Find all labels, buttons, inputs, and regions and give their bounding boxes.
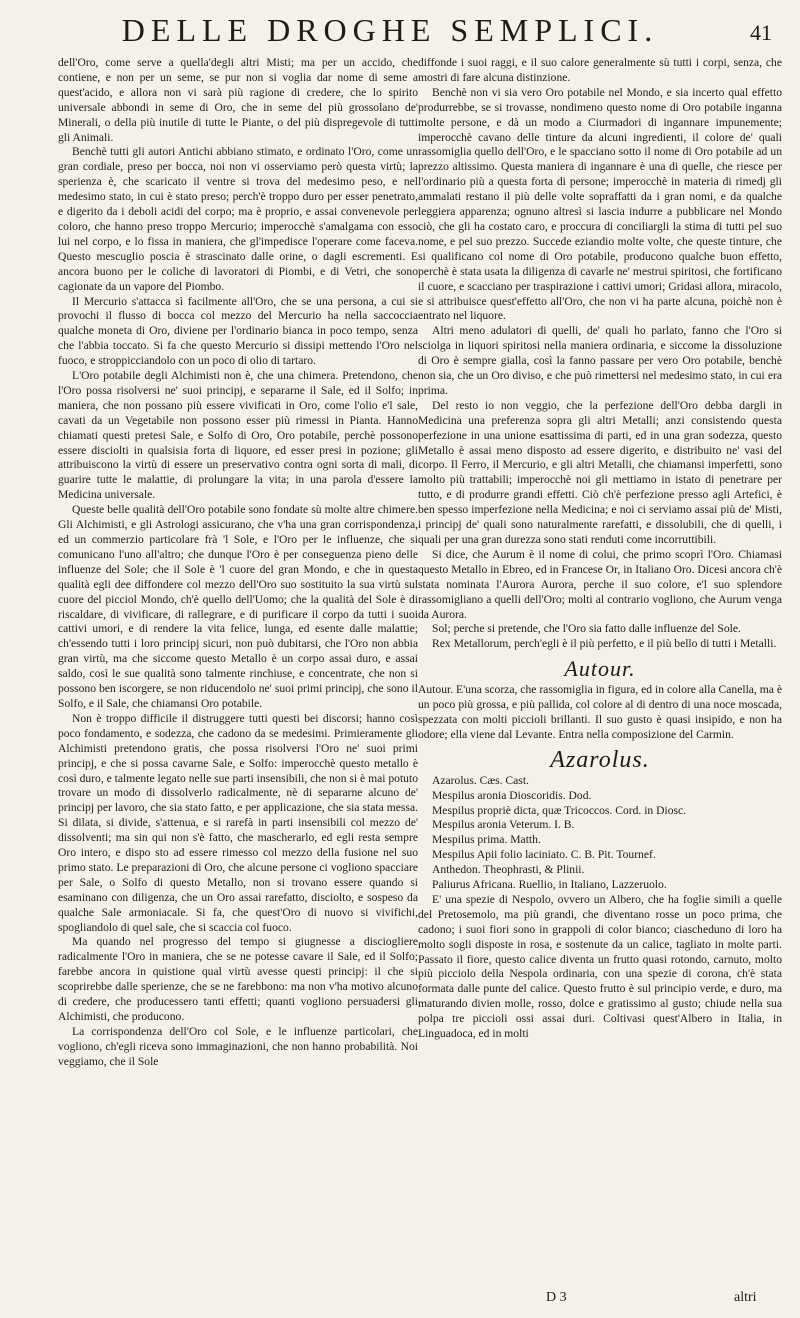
paragraph: diffonde i suoi raggi, e il suo calore generalmente sù tutti i corpi, senza, che mostri di fare alcuna distinzione.	[418, 56, 782, 84]
page-number: 41	[750, 20, 772, 45]
paragraph: Benchè non vi sia vero Oro potabile nel Mondo, e sia incerto qual effetto produrrebbe, se si trovasse, nondimeno questo nome di Oro potabile inganna molte persone, e dà un modo a Ciurmadori di ingannare impunemente; imperocchè cavano delle tinture da alcuni ingredienti, il colore de' quali rassomiglia quello dell'Oro, e le spacciano sotto il nome di Oro potabile ad un prezzo altissimo. Questa maniera di ingannare è una di quelle, che riesce per l'ordinario più a questa forta di persone; imperocchè in materia di rimedj gli ammalati restano il più delle volte sopraffatti da i gran nomi, e da qualche leggiera apparenza; ognuno altresì si lascia indurre a pubblicare nel Mondo ciò, che gli ha costato caro, e proccura di conciliargli la stima di tutti pel suo nome, e pel suo prezzo. Succede eziandio molte volte, che queste tinture, che si qualificano col nome di Oro potabile, producono qualche buon effetto, perchè è stata usata la diligenza di cavarle ne' mestrui spiritosi, che fortificano il cuore, e scacciano per traspirazione i cattivi umori; Gridasi allora, miracolo, e si attribuisce quest'effetto all'Oro, che non vi ha parte alcuna, poichè non è entrato nel liquore.	[418, 85, 782, 323]
synonym-line: Azarolus. Cæs. Cast.	[432, 773, 529, 787]
paragraph: Benchè tutti gli autori Antichi abbiano stimato, e ordinato l'Oro, come un gran cordiale, preso per bocca, noi non vi osserviamo però questa virtù; la sperienza è, che scaricato il ventre si trova del medesimo peso, e nel medesimo stato, in cui è stato preso; perch'è troppo duro per esser penetrato, e digerito da i deboli acidi del corpo; ma è proprio, e assai convenevole per coloro, che hanno preso troppo Mercurio; imperocchè s'amalgama con esso lui nel corpo, e lo fissa in maniera, che gl'impedisce l'operare come faceva. Questo mescuglio poscia è strascinato dalle orine, o dagli escrementi. E ancora buono per le coliche di lavoratori di Piombi, e di Vetri, che sono cagionate da un vapore del Piombo.	[58, 145, 418, 293]
synonym-line: Mespilus Apii folio laciniato. C. B. Pit. Tournef.	[432, 848, 656, 862]
right-column	[418, 56, 782, 1042]
running-head	[0, 0, 800, 56]
paragraph: dell'Oro, come serve a quella'degli altri Misti; ma per un accido, che contiene, e non per un seme, se pur non si voglia dar nome di seme a quest'acido, e allora non vi sarà più ragione di credere, che lo spirito universale abbondi in seme di Oro, che in seme del più grossolano de' Minerali, o della più inutile di tutte le Piante, o del più dispregevole di tutti gli Animali.	[58, 56, 418, 144]
paragraph: Del resto io non veggio, che la perfezione dell'Oro debba dargli in Medicina una preferenza sopra gli altri Metalli; anzi consistendo questa perfezione in una unione esattissima di parti, ed in una gran sodezza, questo Metallo è assai meno disposto ad essere digerito, e distribuito ne' vasi del corpo. Il Ferro, il Mercurio, e gli altri Metalli, che chiamansi imperfetti, sono molto più trattabili; imperocchè noi gli mettiamo in istato di penetrare per tutto, e di produrre grandi effetti. Ciò ch'è perfezione presso agli Artefici, è ben spesso imperfezione nella Medicina; e noi ci serviamo assai più de' Misti, i principj de' quali sono naturalmente rarefatti, e dissolubili, che di quelli, i quali per una gran durezza sono stati renduti come incorruttibili.	[418, 398, 782, 546]
paragraph: La corrispondenza dell'Oro col Sole, e le influenze particolari, che vogliono, ch'egli riceva sono immaginazioni, che non hanno probabilità. Noi veggiamo, che il Sole	[58, 1024, 418, 1068]
paragraph: Altri meno adulatori di quelli, de' quali ho parlato, fanno che l'Oro si sciolga in liquori spiritosi nella maniera ordinaria, e siccome la dissoluzione di Oro è sempre gialla, così la fanno passare per vero Oro potabile, benchè non sia, che un Oro diviso, e che può rimettersi nel medesimo stato, in cui era prima.	[418, 324, 782, 397]
paragraph: Non è troppo difficile il distruggere tutti questi bei discorsi; hanno così poco fondamento, e sodezza, che cadono da se medesimi. Primieramente gli Alchimisti pretendono gratis, che possa risolversi l'Oro ne' suoi primi principj, e che si possa cavarne Sale, e Solfo: imperocchè questo metallo è così duro, e talmente legato nelle sue parti insensibili, che non si è mai potuto trovare un modo di dissolverlo radicalmente, nè di separarne alcuno de' principj per lavoro, che sia stato fatto, e per applicazione, che sia stata messa. Si dilata, si divide, s'attenua, e si rarefà in parti insensibili col mezzo de' dissolventi; ma sin qui non s'è fatto, che mascherarlo, ed egli resta sempre Oro intero, e dispo sto ad essere rimesso col mezzo della fusione nel suo primo stato. Le preparazioni di Oro, che alcune persone ci vogliono spacciare per Sale, o Solfo di questo Metallo, non si trovano essere quando si esaminano con diligenza, che un Oro assai rarefatto, disciolto, e sospeso da qualche Sale armoniacale. Si fa, che quest'Oro di nuovo si vivifichi, spogliandolo di quel sale, che si scaccia col fuoco.	[58, 711, 418, 934]
catchword: altri	[734, 1290, 757, 1305]
synonym-line: Mespilus aronia Veterum. I. B.	[432, 818, 575, 832]
paragraph: Il Mercurio s'attacca sì facilmente all'Oro, che se una persona, a cui si provochi il flusso di bocca col mezzo del Mercurio ha nella saccoccia qualche moneta di Oro, diviene per l'ordinario bianca in poco tempo, senza che l'abbia toccato. Si fa che questo Mercurio si dissipi mettendo l'Oro nel fuoco, e stroppicciandolo con un poco di olio di tartaro.	[58, 294, 418, 368]
paragraph: Sol; perche si pretende, che l'Oro sia fatto dalle influenze del Sole.	[432, 622, 741, 636]
synonym-line: Mespilus aronia Dioscoridis. Dod.	[432, 788, 592, 802]
left-column	[58, 56, 418, 1070]
paragraph: L'Oro potabile degli Alchimisti non è, che una chimera. Pretendono, che l'Oro possa risolversi ne' suoi principj, e separarne il Sale, ed il Solfo; in maniera, che non possano più essere vivificati in Oro, come l'olio e'l sale, cavati da un Vegetabile non possono esser più rimessi in Pianta. Hanno chiamati questi pretesi Sale, e Solfo di Oro, Oro potabile, perchè possono essere disciolti in qualsisia forta di liquore, ed esser presi in pozione; gli attribuiscono la virtù di essere un preservativo contra ogni sorta di mali, di guarire tutte le malattie, di prolungare la vita; in una parola d'essere la Medicina universale.	[58, 369, 418, 502]
synonym-line: Mespilus prima. Matth.	[432, 833, 541, 847]
entry-paragraph-azarolus: E' una spezie di Nespolo, ovvero un Albero, che ha foglie simili a quelle del Pretosemolo, ma più grandi, che diventano rosse un poco prima, che cadono; i suoi fiori sono in grappoli di color bianco; ciascheduno di loro ha molto sogli disposte in rosa, e sostenute da un calice, tagliato in molte parti. Passato il fiore, questo calice diventa un frutto quasi rotondo, carnuto, molto più picciolo della Nespola ordinaria, con una spezie di corona, ch'è stata formata dalle punte del calice. Questo frutto è sul principio verde, e duro, ma maturando divien molle, rosso, dolce e gratissimo al gusto; chiude nella sua polpa tre piccioli ossi assai duri. Coltivasi quest'Albero in Italia, in Linguadoca, ed in molti	[418, 892, 782, 1041]
paragraph: Ma quando nel progresso del tempo si giugnesse a disciogliere radicalmente l'Oro in maniera, che se ne potesse cavare il Sale, ed il Solfo; farebbe ancora in quistione qual virtù avesse questi principj: il che si scoprirebbe dalle sperienze, che se ne farebbono: ma non v'ha motivo alcuno di credere, che producessero tanti effetti; quanti vogliono persuadersi gli Alchimisti, che producono.	[58, 935, 418, 1023]
signature-mark: D 3	[546, 1290, 567, 1305]
entry-title-azarolus: Azarolus.	[550, 746, 650, 773]
running-head-title: DELLE DROGHE SEMPLICI.	[121, 12, 659, 48]
synonym-line: Paliurus Africana. Ruellio, in Italiano, Lazzeruolo.	[432, 878, 667, 892]
paragraph: Queste belle qualità dell'Oro potabile sono fondate sù molte altre chimere. Gli Alchimisti, e gli Astrologi assicurano, che v'ha una gran corrispondenza, ed un commerzio particolare frà 'l Sole, e l'Oro per le influenze, che si comunicano l'uno all'altro; che dunque l'Oro è per conseguenza pieno delle influenze del Sole; che il Sole è 'l cuore del gran Mondo, e che in questa qualità egli dee diffondere col mezzo dell'Oro suo sostituito la sua virtù sul cuore del picciol Mondo, ch'è quello dell'Uomo; che la qualità del Sole è di riscaldare, di vivificare, di rallegrare, e di purificare il corpo da tutti i suoi cattivi umori, e di rendere la vita felice, lunga, ed esente dalle malattie; ch'essendo tutti i loro principj sicuri, non può dubitarsi, che l'Oro non abbia gran virtù, ma che siccome questo Metallo è un corpo assai duro, e assai saldo, così le sue qualità sono talmente rinchiuse, e concentrate, che non si possono ben iscorgere, se non riducendolo ne' suoi primi principj, che sono il Solfo, e il Sale, che chiamansi Oro potabile.	[58, 503, 418, 710]
entry-paragraph-autour: Autour. E'una scorza, che rassomiglia in figura, ed in colore alla Canella, ma è un poco più grossa, e più pallida, col colore al di dentro di una noce moscada, spezzata con molti piccioli brillanti. Il suo gusto è quasi insipido, e non ha odore; ella viene dal Levante. Entra nella composizione del Carmin.	[418, 683, 782, 741]
entry-title-autour: Autour.	[564, 656, 636, 682]
paragraph: Rex Metallorum, perch'egli è il più perfetto, e il più bello di tutti i Metalli.	[432, 637, 777, 651]
synonym-line: Anthedon. Theophrasti, & Plinii.	[432, 863, 585, 877]
synonym-line: Mespilus propriè dicta, quæ Tricoccos. Cord. in Diosc.	[432, 803, 687, 817]
paragraph: Si dice, che Aurum è il nome di colui, che primo scoprì l'Oro. Chiamasi questo Metallo in Ebreo, ed in Francese Or, in Italiano Oro. Dicesi ancora ch'è stata nominata l'Aurora Aurora, perche il suo colore, e'l suo splendore rassomigliano a quelli dell'Oro; molti al contrario vogliono, che Aurum venga da Aurora.	[418, 547, 782, 621]
